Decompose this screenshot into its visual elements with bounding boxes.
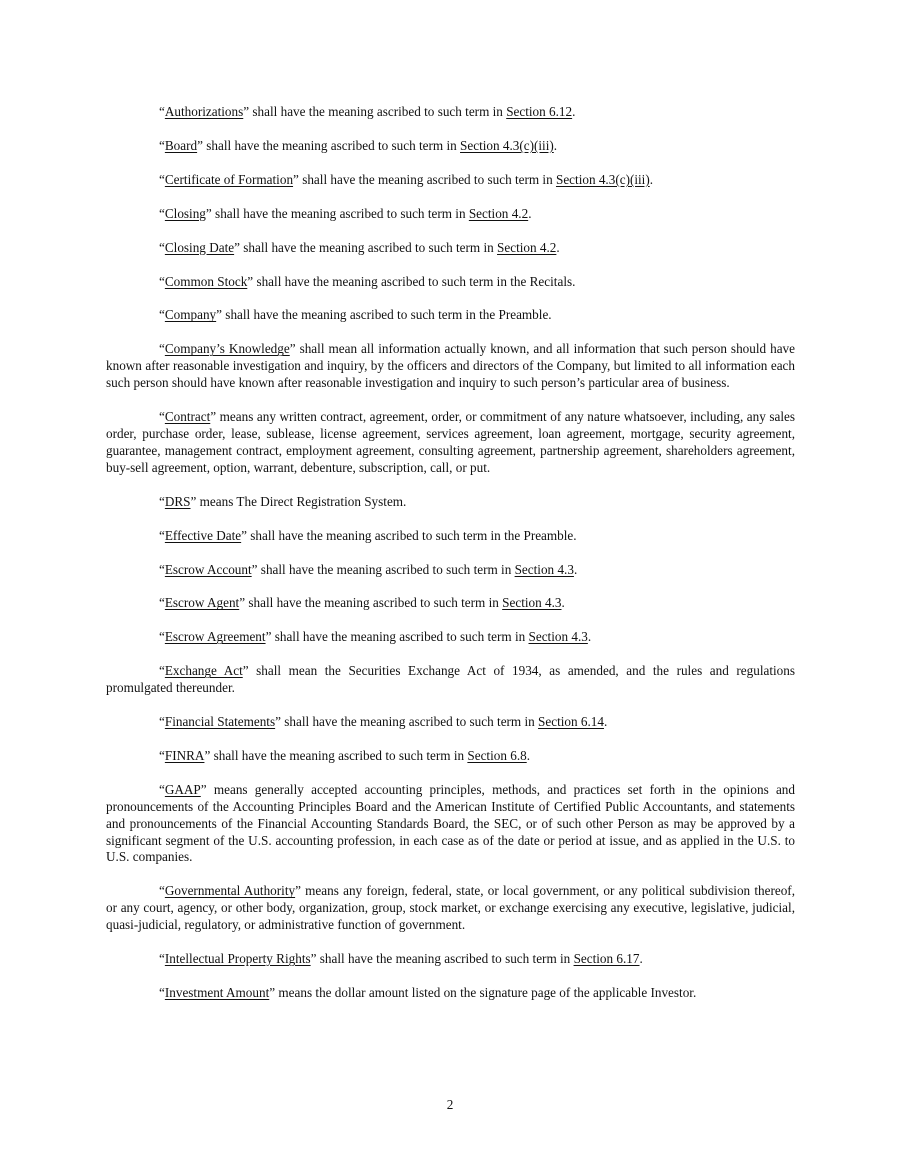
- definition-text: ” shall mean all information actually known, and all information that such person should have known after reasonable investigation and inquiry, by the officers and directors of the Company, but limited to all information each such person should have known after reasonable investigation and inquiry to such person’s particular area of business.: [106, 341, 795, 391]
- trailing-punctuation: .: [572, 104, 576, 119]
- definition-text: ” shall have the meaning ascribed to such term in: [197, 137, 461, 153]
- definition-paragraph: [106, 748, 795, 765]
- definition-paragraph: [106, 951, 795, 968]
- open-quote: “: [159, 747, 165, 763]
- open-quote: “: [159, 171, 165, 187]
- defined-term: Common Stock: [164, 273, 248, 289]
- definition-paragraph: [106, 307, 795, 324]
- definition-paragraph: [106, 240, 795, 257]
- trailing-punctuation: .: [587, 629, 592, 645]
- open-quote: “: [159, 273, 165, 289]
- open-quote: “: [159, 205, 165, 221]
- definition-paragraph: [106, 274, 795, 291]
- section-reference: Section 4.2: [497, 239, 557, 255]
- definition-paragraph: [106, 562, 795, 579]
- page-number: 2: [446, 1097, 454, 1112]
- defined-term: Escrow Agent: [164, 595, 240, 611]
- definition-text: ” means generally accepted accounting principles, methods, and practices set forth in the opinions and pronouncements of the Accounting Principles Board and the American Institute of Certified Public Accountants, and statements and pronouncements of the Financial Accounting Standards Board, the SEC, or of such other Person as may be approved by a significant segment of the U.S. accounting profession, in each case as of the date or period at issue, and as applied in the U.S. to U.S. companies.: [106, 781, 795, 865]
- open-quote: “: [159, 663, 165, 679]
- definitions-list: [106, 104, 795, 1019]
- definition-paragraph: [106, 104, 795, 121]
- defined-term: Company: [164, 307, 217, 323]
- open-quote: “: [159, 239, 165, 255]
- open-quote: “: [159, 307, 165, 323]
- definition-paragraph: [106, 409, 795, 477]
- trailing-punctuation: .: [573, 561, 578, 577]
- defined-term: Authorizations: [164, 104, 244, 119]
- definition-text: ” shall have the meaning ascribed to such term in: [310, 951, 574, 967]
- definition-text: ” shall have the meaning ascribed to such term in: [265, 629, 529, 645]
- open-quote: “: [159, 493, 165, 509]
- definition-text: ” shall have the meaning ascribed to such term in: [239, 595, 503, 611]
- open-quote: “: [159, 883, 165, 899]
- section-reference: Section 6.12: [506, 104, 573, 119]
- trailing-punctuation: .: [528, 205, 532, 221]
- definition-paragraph: [106, 714, 795, 731]
- section-reference: Section 4.2: [468, 205, 529, 221]
- definition-text: ” shall have the meaning ascribed to such term in: [275, 714, 539, 730]
- defined-term: Governmental Authority: [164, 883, 296, 899]
- defined-term: Certificate of Formation: [164, 171, 294, 187]
- trailing-punctuation: .: [649, 171, 654, 187]
- defined-term: Exchange Act: [164, 663, 243, 679]
- definition-paragraph: [106, 206, 795, 223]
- defined-term: Closing: [164, 205, 206, 221]
- definition-text: ” shall have the meaning ascribed to such term in: [243, 104, 507, 119]
- trailing-punctuation: .: [526, 747, 531, 763]
- section-reference: Section 6.17: [573, 951, 640, 967]
- defined-term: FINRA: [164, 747, 205, 763]
- definition-paragraph: [106, 985, 795, 1002]
- definition-paragraph: [106, 528, 795, 545]
- open-quote: “: [159, 985, 165, 1000]
- defined-term: Investment Amount: [164, 985, 270, 1000]
- definition-text: ” shall have the meaning ascribed to such term in: [204, 747, 468, 763]
- trailing-punctuation: .: [639, 951, 643, 967]
- defined-term: Contract: [164, 409, 211, 425]
- trailing-punctuation: .: [556, 239, 560, 255]
- open-quote: “: [159, 137, 165, 153]
- definition-paragraph: [106, 663, 795, 697]
- definition-paragraph: [106, 494, 795, 511]
- open-quote: “: [159, 951, 165, 967]
- defined-term: Effective Date: [164, 527, 242, 543]
- definition-text: ” shall have the meaning ascribed to such term in: [205, 205, 469, 221]
- defined-term: GAAP: [164, 781, 201, 797]
- definition-paragraph: [106, 629, 795, 646]
- definition-paragraph: [106, 782, 795, 867]
- section-reference: Section 6.14: [538, 714, 604, 730]
- section-reference: Section 4.3(c)(iii): [460, 137, 554, 153]
- definition-text: ” means any foreign, federal, state, or local government, or any political subdivision thereof, or any court, agency, or other body, organization, group, stock market, or exchange exercising any executive, legislative, judicial, quasi-judicial, regulatory, or administrative function of government.: [106, 883, 795, 933]
- defined-term: Company’s Knowledge: [164, 341, 290, 357]
- definition-text: ” shall have the meaning ascribed to such term in the Preamble.: [241, 527, 577, 543]
- defined-term: Financial Statements: [164, 714, 276, 730]
- open-quote: “: [159, 595, 165, 611]
- definition-text: ” shall have the meaning ascribed to such term in: [234, 239, 498, 255]
- trailing-punctuation: .: [553, 137, 558, 153]
- definition-text: ” shall have the meaning ascribed to such term in: [293, 171, 556, 187]
- definition-text: ” shall have the meaning ascribed to such term in the Recitals.: [247, 273, 576, 289]
- definition-text: ” shall have the meaning ascribed to such term in the Preamble.: [216, 307, 552, 323]
- section-reference: Section 4.3: [514, 561, 574, 577]
- definition-text: ” means any written contract, agreement, order, or commitment of any nature whatsoever, including, any sales order, purchase order, lease, sublease, license agreement, services agreement, loan agreement, mortgage, security agreement, guarantee, management contract, employment agreement, consulting agreement, partnership agreement, shareholders agreement, buy-sell agreement, option, warrant, debenture, subscription, call, or put.: [106, 409, 795, 475]
- open-quote: “: [159, 104, 165, 119]
- definition-text: ” shall have the meaning ascribed to such term in: [251, 561, 515, 577]
- open-quote: “: [159, 561, 165, 577]
- trailing-punctuation: .: [561, 595, 565, 611]
- defined-term: Board: [164, 137, 198, 153]
- defined-term: Escrow Agreement: [164, 629, 266, 645]
- definition-paragraph: [106, 138, 795, 155]
- open-quote: “: [159, 527, 165, 543]
- definition-paragraph: [106, 883, 795, 934]
- definition-paragraph: [106, 595, 795, 612]
- section-reference: Section 4.3(c)(iii): [555, 171, 650, 187]
- definition-text: ” means the dollar amount listed on the signature page of the applicable Investor.: [269, 985, 697, 1000]
- trailing-punctuation: .: [603, 714, 608, 730]
- open-quote: “: [159, 629, 165, 645]
- defined-term: Intellectual Property Rights: [164, 951, 311, 967]
- open-quote: “: [159, 781, 165, 797]
- defined-term: Escrow Account: [164, 561, 252, 577]
- definition-paragraph: [106, 172, 795, 189]
- open-quote: “: [159, 409, 165, 425]
- definition-text: ” shall mean the Securities Exchange Act of 1934, as amended, and the rules and regulations promulgated thereunder.: [106, 663, 795, 696]
- section-reference: Section 6.8: [467, 747, 527, 763]
- open-quote: “: [159, 341, 165, 357]
- defined-term: Closing Date: [164, 239, 235, 255]
- section-reference: Section 4.3: [528, 629, 588, 645]
- definition-paragraph: [106, 341, 795, 392]
- defined-term: DRS: [164, 493, 191, 509]
- open-quote: “: [159, 714, 165, 730]
- definition-text: ” means The Direct Registration System.: [190, 493, 407, 509]
- section-reference: Section 4.3: [502, 595, 562, 611]
